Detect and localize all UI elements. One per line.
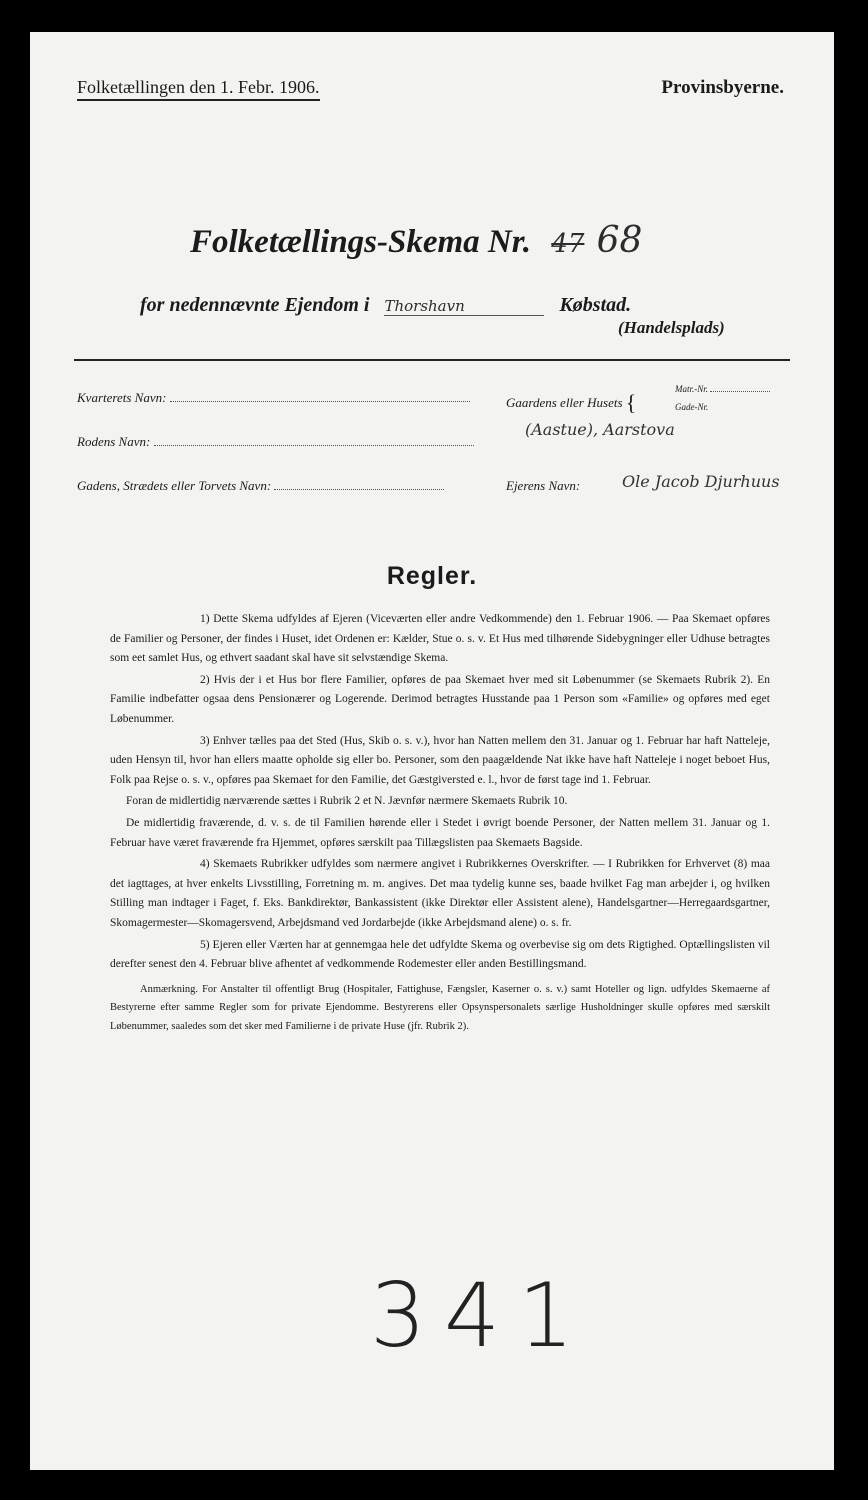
rule-2: 2) Hvis der i et Hus bor flere Familier, opføres de paa Skemaet hver med sit Løbenummer (se Skemaets Rubrik 2). En Familie indbefatter ogsaa dens Pensionærer og Logerende. Derimod betragtes Husstande paa 1 Person som «Familie» og opføres med eget Løbenummer. (110, 673, 770, 725)
rode-field (77, 434, 474, 450)
handelsplads-label: (Handelsplads) (618, 318, 725, 337)
kvarter-blank (170, 400, 470, 402)
rules-heading: Regler. (386, 562, 478, 590)
kvarter-label: Kvarterets Navn: (77, 390, 167, 405)
town-name: Thorshavn (384, 297, 544, 316)
matr-blank (710, 390, 770, 392)
handwritten-page-number: 341 (370, 1264, 592, 1367)
ejer-label: Ejerens Navn: (506, 478, 581, 493)
census-form-page (30, 32, 834, 1470)
property-line-prefix: for nedennævnte Ejendom i (140, 294, 370, 316)
ejer-field (506, 478, 580, 494)
gade-blank (274, 488, 444, 490)
gaard-field (506, 390, 636, 416)
kobstad-label: Købstad. (559, 294, 632, 316)
rule-3-note-b: De midlertidig fraværende, d. v. s. de til Familien hørende eller i Stedet i øvrigt boende Personer, der Natten mellem 31. Januar og 1. Februar have været fraværende fra Hjemmet, opføres særskilt paa Tillægslisten paa Skemaets Bagside. (110, 816, 770, 849)
gaard-value: (Aastue), Aarstova (525, 420, 675, 439)
form-number: 68 (596, 220, 643, 261)
anmaerkning: Anmærkning. For Anstalter til offentligt Brug (Hospitaler, Fattighuse, Fængsler, Kaserner o. s. v.) samt Hoteller og lign. udfyldes Skemaerne af Bestyrerne efter samme Regler som for private Ejendomme. Bestyrerens eller Opsynspersonalets særlige Husholdninger skulle opføres med særskilt Løbenummer, saaledes som det sker med Familierne i de private Huse (jfr. Rubrik 2). (110, 983, 770, 1032)
census-date-header: Folketællingen den 1. Febr. 1906. (77, 77, 320, 101)
rule-5: 5) Ejeren eller Værten har at gennemgaa hele det udfyldte Skema og overbevise sig om dets Rigtighed. Optællingslisten vil derefter senest den 4. Februar blive afhentet af vedkommende Rodemester eller anden Bestillingsmand. (110, 938, 770, 971)
gaard-label: Gaardens eller Husets (506, 395, 623, 410)
region-header: Provinsbyerne. (661, 77, 784, 98)
rule-3-note-a: Foran de midlertidig nærværende sættes i Rubrik 2 et N. Jævnfør nærmere Skemaets Rubrik 10. (126, 795, 568, 808)
rode-blank (154, 444, 474, 446)
kvarter-field (77, 390, 470, 406)
rule-4: 4) Skemaets Rubrikker udfyldes som nærmere angivet i Rubrikkernes Overskrifter. — I Rubrikken for Erhvervet (8) maa det iagttages, at hver enkelts Livsstilling, Forretning m. m. angives. Det maa tydelig kunne ses, baade hvilket Fag man arbejder i, og hvilken Stilling man indtager i Faget, f. Eks. Bankdirektør, Bankassistent (ikke Direktør eller Assistent alene), Handelsgartner—Herregaardsgartner, Skomagermester—Skomagersvend, Arbejdsmand ved Jordarbejde (ikke Arbejdsmand alene) o. s. fr. (110, 858, 770, 929)
rode-label: Rodens Navn: (77, 434, 151, 449)
ejer-value: Ole Jacob Djurhuus (622, 472, 780, 491)
rule-3: 3) Enhver tælles paa det Sted (Hus, Skib o. s. v.), hvor han Natten mellem den 31. Januar og 1. Februar har haft Natteleje, uden Hensyn til, hvor han ellers maatte opholde sig eller bo. Personer, som den paagældende Nat ikke have haft Natteleje i noget beboet Hus, Folk paa Rejse o. s. v., opføres paa Skemaet for den Familie, det Gæstgiversted e. l., hvor de først tage ind 1. Februar. (110, 734, 770, 786)
gade-label: Gadens, Strædets eller Torvets Navn: (77, 478, 272, 493)
gade-nr-label: Gade-Nr. (675, 402, 709, 412)
matr-nr (675, 384, 770, 394)
property-line (140, 294, 631, 317)
matr-label: Matr.-Nr. (675, 384, 709, 394)
rule-1: 1) Dette Skema udfyldes af Ejeren (Viceværten eller andre Vedkommende) den 1. Februar 1906. — Paa Skemaet opføres de Familier og Personer, der findes i Huset, idet Ordenen er: Kælder, Stue o. s. v. Et Hus med tilhørende Sidebygninger eller Udhuse betragtes som eet samlet Hus, og ethvert saadant skal have sit selvstændige Skema. (110, 613, 770, 665)
form-title (190, 220, 642, 261)
gade-nr (675, 402, 708, 412)
brace-icon: { (625, 390, 637, 415)
rules-body (110, 610, 770, 1038)
header-divider (74, 359, 790, 361)
gade-field (77, 478, 444, 494)
form-title-prefix: Folketællings-Skema Nr. (190, 224, 532, 260)
struck-form-number: 47 (551, 229, 585, 259)
